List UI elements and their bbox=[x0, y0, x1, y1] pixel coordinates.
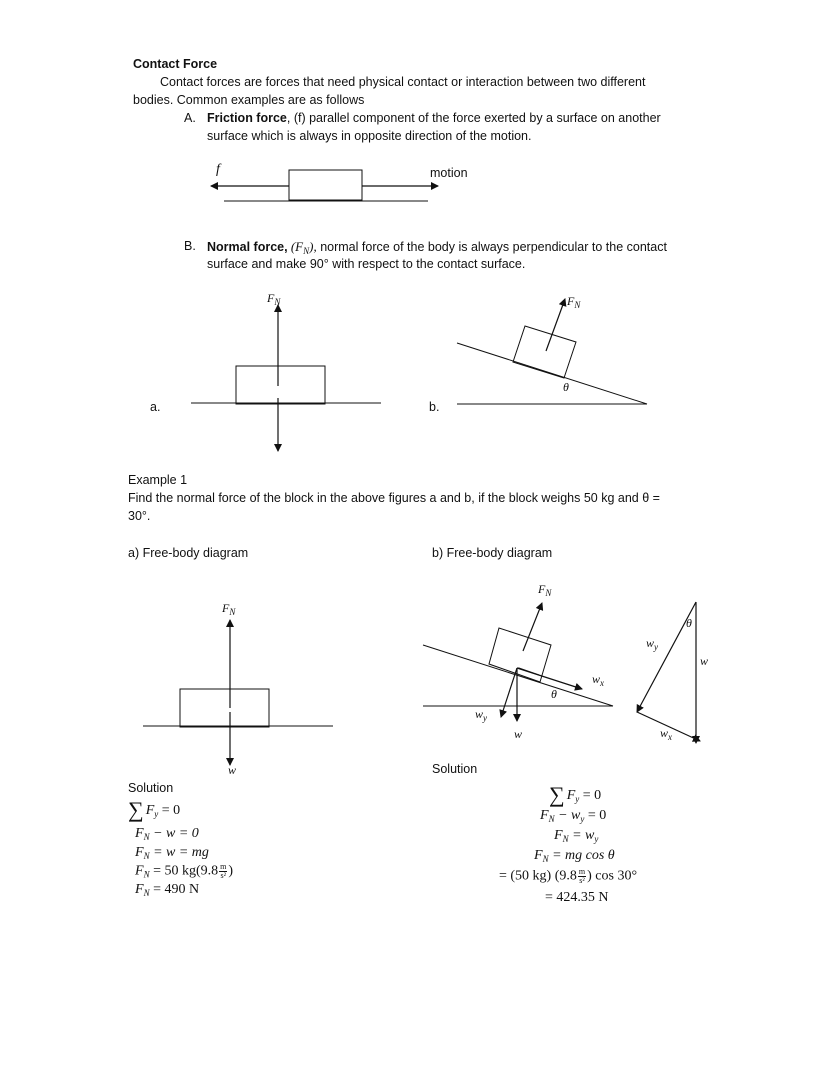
figure-b-fn-label: $F_N$ bbox=[567, 294, 581, 310]
normal-force-symbol: $(F_N)$, bbox=[287, 239, 317, 256]
figure-a-label: a. bbox=[150, 400, 161, 414]
fbd-a-diagram bbox=[143, 620, 333, 765]
fbd-b-wx-label: $w_x$ bbox=[592, 672, 605, 688]
friction-f-label: f bbox=[216, 162, 220, 177]
list-marker-a: A. bbox=[184, 111, 196, 125]
figure-a-flat-block bbox=[191, 305, 381, 451]
triangle-w-label: w bbox=[700, 654, 709, 668]
fbd-a-fn-label: $F_N$ bbox=[222, 601, 236, 617]
figure-b-theta-label: θ bbox=[563, 380, 569, 394]
solution-b-line5: = (50 kg) (9.8 $\frac{m}{\text{s²}}$ ) cos 30° bbox=[499, 867, 638, 885]
example-problem-line1: Find the normal force of the block in the above figures a and b, if the block weighs 50 kg and θ = bbox=[128, 491, 660, 505]
solution-a-line2: $F_N - w = 0$ bbox=[135, 826, 199, 842]
solution-b-title: Solution bbox=[432, 762, 478, 776]
solution-a-line1: ∑ $F_y = 0$ bbox=[128, 797, 181, 822]
solution-b-line3: $F_N = w_y$ bbox=[554, 828, 599, 844]
intro-text-line1: Contact forces are forces that need physical contact or interaction between two different bbox=[160, 75, 646, 89]
fbd-b-title: b) Free-body diagram bbox=[432, 546, 553, 560]
solution-b-line6: = 424.35 N bbox=[545, 890, 609, 905]
figure-a-fn-label: $F_N$ bbox=[267, 291, 281, 307]
solution-b-line4: $F_N$ = mg cos θ bbox=[534, 848, 615, 864]
friction-diagram bbox=[211, 170, 438, 201]
fbd-a-title: a) Free-body diagram bbox=[128, 546, 249, 560]
triangle-wy-label: $w_y$ bbox=[646, 636, 659, 652]
motion-label: motion bbox=[430, 166, 468, 180]
solution-a-title: Solution bbox=[128, 781, 174, 795]
solution-b-line2: $F_N - w_y = 0$ bbox=[540, 808, 607, 824]
figure-b-label: b. bbox=[429, 400, 440, 414]
fbd-b-fn-label: $F_N$ bbox=[538, 582, 552, 598]
solution-a-line4: $F_N = 50$ kg(9.8 $\frac{m}{\text{s²}}$ ) bbox=[135, 862, 234, 880]
friction-force-text-line2: surface which is always in opposite direction of the motion. bbox=[207, 129, 532, 143]
friction-force-term: Friction force bbox=[207, 111, 287, 125]
normal-force-definition bbox=[207, 239, 667, 255]
solution-a-line3: $F_N = w$ = mg bbox=[135, 845, 209, 861]
intro-text-line2: bodies. Common examples are as follows bbox=[133, 93, 365, 107]
triangle-wx-label: $w_x$ bbox=[660, 726, 673, 742]
solution-a-line5: $F_N = 490$ N bbox=[135, 882, 200, 898]
friction-force-text: , (f) parallel component of the force exerted by a surface on another bbox=[286, 111, 661, 125]
example-problem-line2: 30°. bbox=[128, 509, 151, 523]
fbd-b-w-label: w bbox=[514, 727, 523, 741]
normal-force-text: normal force of the body is always perpendicular to the contact bbox=[316, 240, 667, 254]
section-heading: Contact Force bbox=[133, 57, 218, 71]
list-marker-b: B. bbox=[184, 239, 196, 253]
triangle-theta-label: θ bbox=[686, 616, 692, 630]
fbd-b-diagram bbox=[423, 603, 613, 721]
fbd-b-wy-label: $w_y$ bbox=[475, 707, 488, 723]
normal-force-term: Normal force, bbox=[207, 240, 288, 254]
solution-b-line1: ∑ $F_y = 0$ bbox=[549, 782, 602, 807]
normal-force-text-line2: surface and make 90° with respect to the contact surface. bbox=[207, 257, 526, 271]
example-title: Example 1 bbox=[128, 473, 188, 487]
fbd-b-theta-label: θ bbox=[551, 687, 557, 701]
figure-b-incline bbox=[457, 299, 647, 404]
fbd-a-w-label: w bbox=[228, 763, 237, 777]
